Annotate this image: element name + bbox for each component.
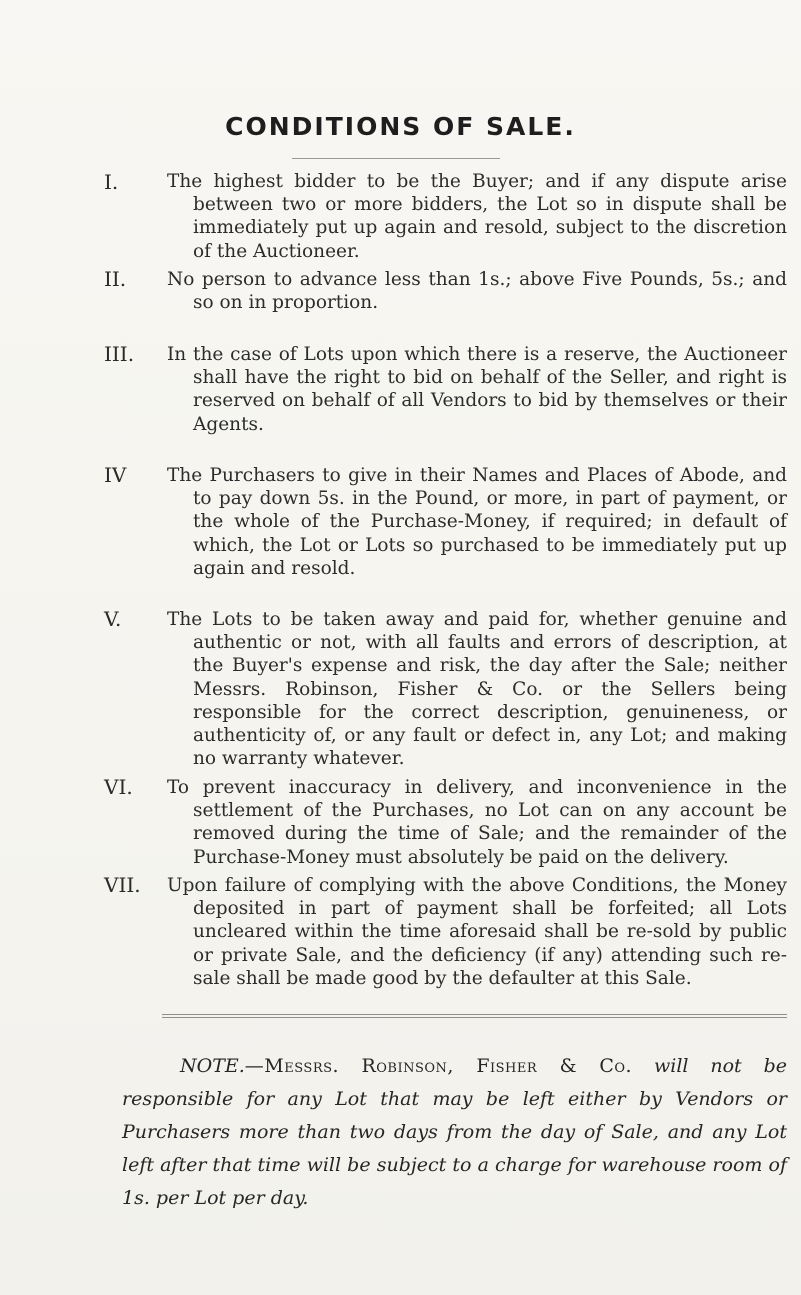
condition-numeral: II. bbox=[104, 267, 127, 291]
condition-text: Upon failure of complying with the above Conditions, the Money deposited in part of payment shall be forfeited; all Lots uncleared within the time aforesaid shall be re-sold by public or private Sale, and the deficiency (if any) attending such re-sale shall be made good by the defaulter at this Sale. bbox=[167, 875, 787, 989]
title-rule bbox=[292, 158, 500, 159]
condition-numeral: VI. bbox=[104, 775, 133, 799]
condition-numeral: I. bbox=[104, 170, 119, 194]
condition-text: The Lots to be taken away and paid for, whether genuine and authentic or not, with all faults and errors of description, at the Buyer's expense and risk, the day after the Sale; neither Messrs. Robinson, Fisher & Co. or the Sellers being responsible for the correct description, genuineness, or authenticity of, or any fault or defect in, any Lot; and making no warranty whatever. bbox=[167, 609, 787, 770]
condition-text: The highest bidder to be the Buyer; and if any dispute arise between two or more bidders, the Lot so in dispute shall be immediately put up again and resold, subject to the discretion of the Auctioneer. bbox=[167, 171, 787, 262]
condition-text: No person to advance less than 1s.; above Five Pounds, 5s.; and so on in proportion. bbox=[167, 269, 787, 314]
note-label: NOTE. bbox=[180, 1055, 245, 1077]
condition-numeral: III. bbox=[104, 342, 135, 366]
condition-numeral: VII. bbox=[104, 873, 141, 897]
condition-text: To prevent inaccuracy in delivery, and inconvenience in the settlement of the Purchases, no Lot can on any account be removed during the time of Sale; and the remainder of the Purchase-Money must absolutely be paid on the delivery. bbox=[167, 777, 787, 868]
condition-text: The Purchasers to give in their Names and Places of Abode, and to pay down 5s. in the Pound, or more, in part of payment, or the whole of the Purchase-Money, if required; in default of which, the Lot or Lots so purchased to be immediately put up again and resold. bbox=[167, 465, 787, 579]
note-firm: —Messrs. Robinson, Fisher & Co. bbox=[244, 1055, 633, 1077]
condition-numeral: V. bbox=[104, 607, 122, 631]
page-title: CONDITIONS OF SALE. bbox=[225, 112, 576, 141]
condition-numeral: IV bbox=[104, 463, 127, 487]
section-divider bbox=[162, 1014, 787, 1020]
note-paragraph bbox=[122, 1050, 787, 1215]
note-text: will not be responsible for any Lot that may be left either by Vendors or Purchasers more than two days from the day of Sale, and any Lot left after that time will be subject to a charge for warehouse room of 1s. per Lot per day. bbox=[122, 1055, 787, 1209]
condition-text: In the case of Lots upon which there is a reserve, the Auctioneer shall have the right to bid on behalf of the Seller, and right is reserved on behalf of all Vendors to bid by themselves or their Agents. bbox=[167, 344, 787, 435]
